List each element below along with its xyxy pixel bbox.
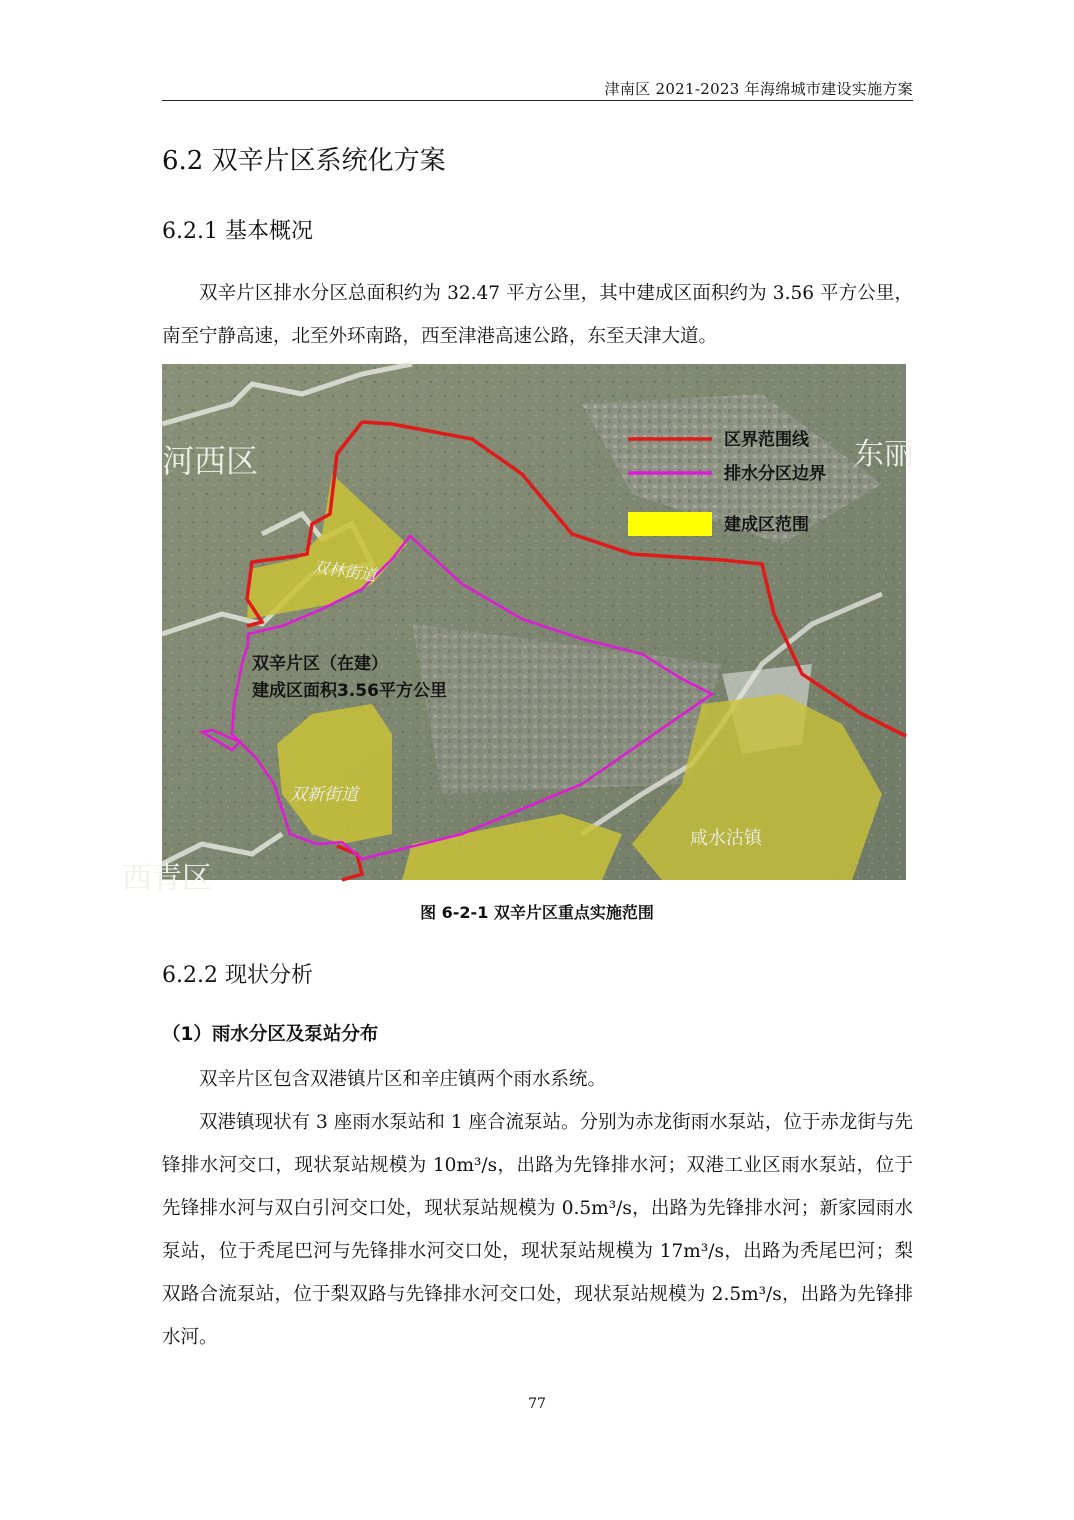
map-figure [122,364,914,896]
district-label-west: 河西区 [162,442,259,480]
header-title: 津南区 2021-2023 年海绵城市建设实施方案 [604,80,913,98]
section-title: 6.2 双辛片区系统化方案 [162,146,446,176]
figure-caption: 图 6-2-1 双辛片区重点实施范围 [420,903,654,922]
legend-label-drainage: 排水分区边界 [724,464,826,484]
legend-swatch-built-up [628,512,712,536]
subsection-heading: （1）雨水分区及泵站分布 [162,1024,379,1045]
legend-label-district: 区界范围线 [724,430,809,450]
annotation-line-1: 双辛片区（在建） [252,654,388,674]
intro-paragraph: 双辛片区排水分区总面积约为 32.47 平方公里，其中建成区面积约为 3.56 平方公里，南至宁静高速，北至外环南路，西至津港高速公路，东至天津大道。 [162,283,913,347]
satellite-map [122,364,914,896]
page-header [162,74,913,101]
paragraph-pump-stations: 双港镇现状有 3 座雨水泵站和 1 座合流泵站。分别为赤龙街雨水泵站，位于赤龙街与先锋排水河交口，现状泵站规模为 10m³/s，出路为先锋排水河；双港工业区雨水泵站，位于先锋排水河与双白引河交口处，现状泵站规模为 0.5m³/s，出路为先锋排水河；新家园雨水泵站，位于秃尾巴河与先锋排水河交口处，现状泵站规模为 17m³/s，出路为秃尾巴河；梨双路合流泵站，位于梨双路与先锋排水河交口处，现状泵站规模为 2.5m³/s，出路为先锋排水河。 [162,1112,913,1348]
area-label-right: 咸水沽镇 [690,828,762,849]
legend-label-built-up: 建成区范围 [724,515,809,535]
page-number: 77 [528,1396,546,1412]
annotation-line-2: 建成区面积3.56平方公里 [252,681,447,701]
area-label-left: 双新街道 [290,785,358,805]
district-label-east: 东丽 [854,437,914,472]
subsection-title-basic: 6.2.1 基本概况 [162,219,313,244]
area-label-top: 双林街道 [311,557,378,585]
paragraph-rain-systems: 双辛片区包含双港镇片区和辛庄镇两个雨水系统。 [199,1069,607,1090]
district-label-south: 西青区 [122,861,212,896]
subsection-title-status: 6.2.2 现状分析 [162,963,313,988]
